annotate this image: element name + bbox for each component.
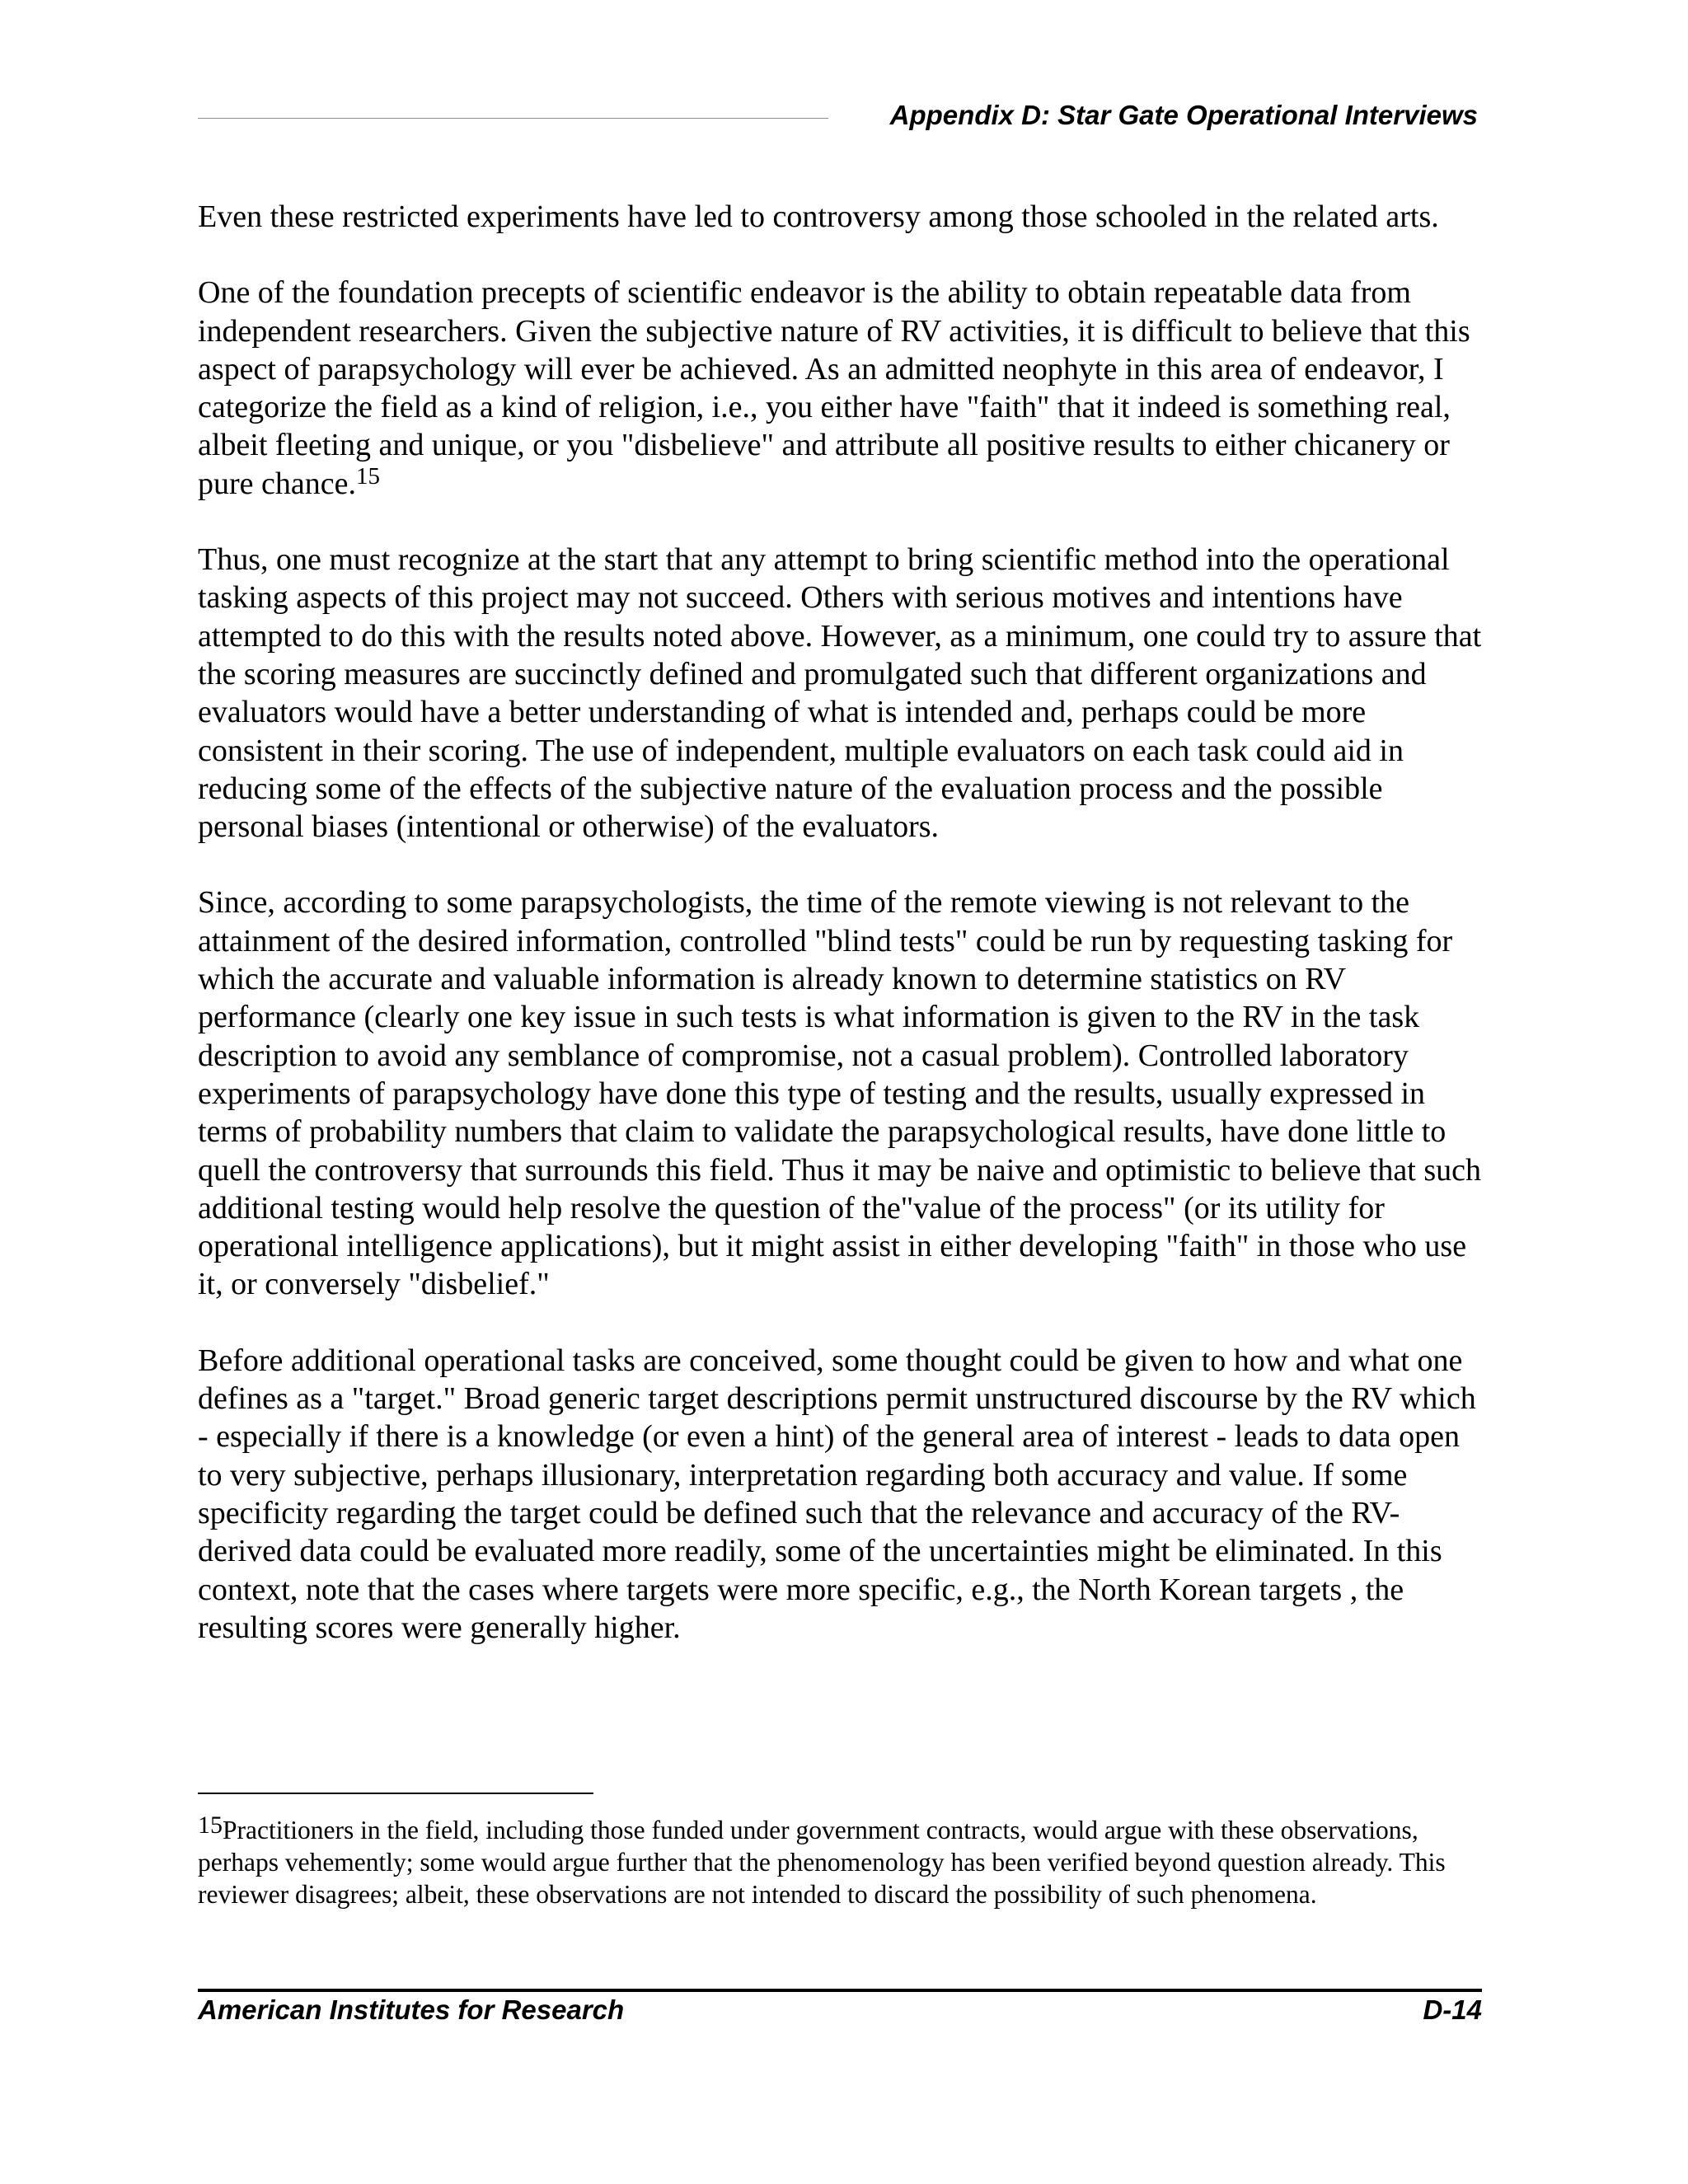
- body-text: [198, 198, 1484, 1685]
- running-header: Appendix D: Star Gate Operational Interviews: [889, 100, 1478, 130]
- paragraph-5: Before additional operational tasks are conceived, some thought could be given to how and what one defines as a "target." Broad generic target descriptions permit unstructured discourse by the RV which - especially if there is a knowledge (or even a hint) of the general area of interest - leads to data open to very subjective, perhaps illusionary, interpretation regarding both accuracy and value. If some specificity regarding the target could be defined such that the relevance and accuracy of the RV-derived data could be evaluated more readily, some of the uncertainties might be eliminated. In this context, note that the cases where targets were more specific, e.g., the North Korean targets , the resulting scores were generally higher.: [198, 1343, 1476, 1645]
- footer-organization: American Institutes for Research: [198, 1994, 625, 2025]
- paragraph-3: Thus, one must recognize at the start that any attempt to bring scientific method into the operational tasking aspects of this project may not succeed. Others with serious motives and intentions have attempted to do this with the results noted above. However, as a minimum, one could try to assure that the scoring measures are succinctly defined and promulgated such that different organizations and evaluators would have a better understanding of what is intended and, perhaps could be more consistent in their scoring. The use of independent, multiple evaluators on each task could aid in reducing some of the effects of the subjective nature of the evaluation process and the possible personal biases (intentional or otherwise) of the evaluators.: [198, 542, 1482, 845]
- footer-rule: [198, 1989, 1482, 1992]
- paragraph-2: [198, 274, 1484, 503]
- footnote-number: 15: [198, 1811, 223, 1839]
- paragraph-1: Even these restricted experiments have led to controversy among those schooled in the related arts.: [198, 199, 1439, 234]
- footnote-text: Practitioners in the field, including those funded under government contracts, would argue with these observations, perhaps vehemently; some would argue further that the phenomenology has been verified beyond question already. This reviewer disagrees; albeit, these observations are not intended to discard the possibility of such phenomena.: [198, 1816, 1446, 1909]
- paragraph-2-text: One of the foundation precepts of scientific endeavor is the ability to obtain repeatable data from independent researchers. Given the subjective nature of RV activities, it is difficult to believe that this aspect of parapsychology will ever be achieved. As an admitted neophyte in this area of endeavor, I categorize the field as a kind of religion, i.e., you either have "faith" that it indeed is something real, albeit fleeting and unique, or you "disbelieve" and attribute all positive results to either chicanery or pure chance.: [198, 275, 1470, 501]
- footnote-separator: [198, 1793, 593, 1794]
- footnote-reference[interactable]: 15: [356, 462, 380, 490]
- page-number: D-14: [1423, 1994, 1482, 2025]
- footnote: [198, 1811, 1484, 1910]
- paragraph-4: Since, according to some parapsychologists, the time of the remote viewing is not relevant to the attainment of the desired information, controlled "blind tests" could be run by requesting tasking for which the accurate and valuable information is already known to determine statistics on RV performance (clearly one key issue in such tests is what information is given to the RV in the task description to avoid any semblance of compromise, not a casual problem). Controlled laboratory experiments of parapsychology have done this type of testing and the results, usually expressed in terms of probability numbers that claim to validate the parapsychological results, have done little to quell the controversy that surrounds this field. Thus it may be naive and optimistic to believe that such additional testing would help resolve the question of the"value of the process" (or its utility for operational intelligence applications), but it might assist in either developing "faith" in those who use it, or conversely "disbelief.": [198, 885, 1481, 1302]
- header-rule: [198, 118, 828, 119]
